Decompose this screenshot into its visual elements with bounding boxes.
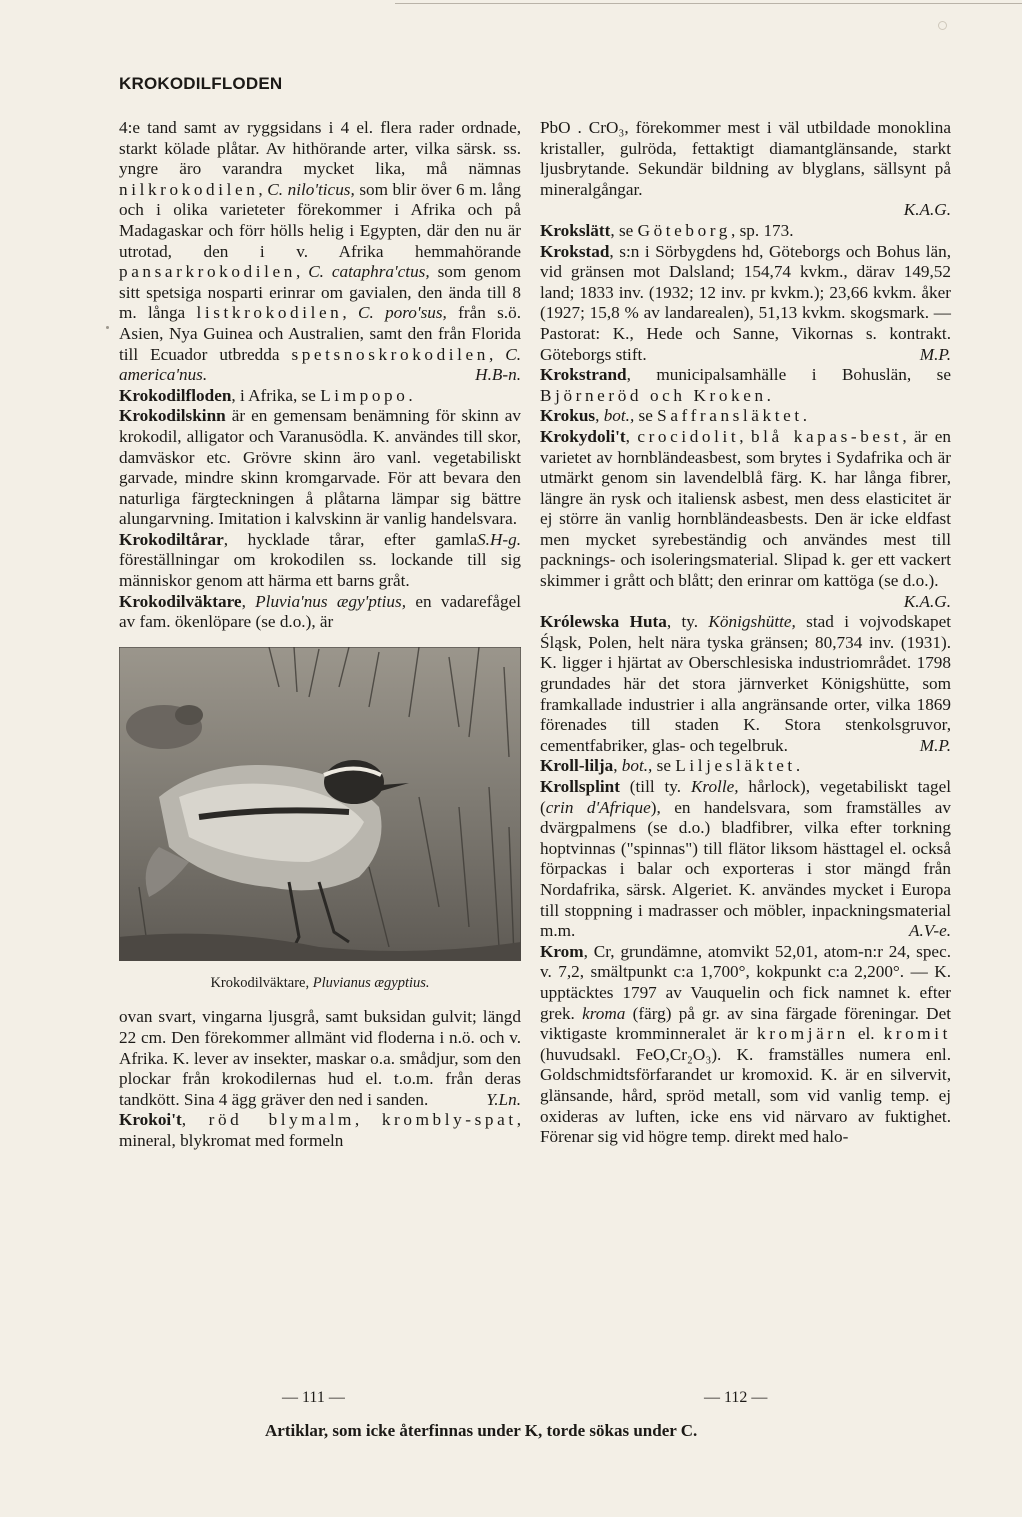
bird-illustration [119,647,521,994]
spaced-term: pansarkrokodilen [119,262,296,282]
entry-krokstrand [540,365,951,406]
entry-krokoit-continued [540,118,951,200]
author-signature: Y.Ln. [486,1089,521,1109]
text: . [408,385,413,405]
author-signature: K.A.G. [903,591,951,611]
entry-headword: Krokstad [540,241,610,261]
text: från s.ö. Asien, Nya Guinea och Australien, samt den från Florida till Ecuador utbredda [119,303,521,364]
spaced-term: spetsnoskrokodilen [291,344,489,364]
latin-name: C. cataphra'ctus, [308,262,430,282]
entry-krokus [540,406,951,427]
text: , i Afrika, se [231,385,321,405]
field-abbrev: bot., [603,406,635,426]
entry-headword: Kroll-lilja [540,756,614,776]
corner-mark [938,21,947,30]
entry-krokodilfloden [119,386,521,407]
author-signature: K.A.G. [903,200,951,220]
text: (till ty. [619,777,691,796]
text: , [258,179,268,199]
field-abbrev: bot., [621,756,653,776]
text: , [295,262,309,282]
entry-headword: Krokslätt [540,220,611,240]
text: , [613,756,622,776]
author-signature: M.P. [919,344,951,364]
text: , ty. [666,612,709,632]
text: , se [610,220,638,240]
figure-caption [119,973,521,994]
top-rule [395,3,1022,4]
entry-headword: Królewska Huta [540,612,667,632]
text: el. [848,1024,884,1044]
text: hårlock), vegetabiliskt tagel ( [540,777,951,817]
latin-name: C. poro'sus, [358,303,447,323]
text: , [595,406,604,426]
text: , hycklade tårar, efter gamla föreställningar om krokodilen ss. lockande till sig människor genom att härma ett barns gråt. [119,529,521,591]
entry-headword: Krom [540,941,584,961]
author-signature: H.B-n. [475,365,521,385]
entry-krokodilvaktare [119,592,521,633]
german-name: Königshütte, [708,612,796,632]
greek-word: kroma [582,1003,626,1023]
entry-headword: Krokydoli't [540,426,626,446]
text: som blir över 6 m. lång och i olika varieteter förekommer i Afrika och på Madagaskar och förr hölls helig i Egypten, där den nu är utrotad, den i v. Afrika hemmahörande [119,179,522,261]
entry-krokodilvaktare-continued [119,1007,521,1110]
entry-headword: Krokus [540,406,596,426]
text: , [488,344,506,364]
text: . [802,406,808,426]
entry-krokydolit [540,427,951,592]
margin-mark [106,326,109,329]
text: är en gemensam benämning för skinn av krokodil, alligator och Varanusödla. K. användes till skor, damväskor etc. Grövre skinn äro vanl. vegetabiliskt garvade, mindre skinn kromgarvade. För att bevara den naturliga färgteckningen å plåtarna lämpar sig bättre alungarvning. Imitation i kalvskinn är vanlig handelsvara. [119,406,521,529]
entry-headword: Krokodilväktare [119,591,242,611]
text: . [766,385,771,405]
cross-reference: Björneröd och Kroken [540,385,767,405]
entry-krokodil-continued [119,118,521,386]
text: , [739,426,751,446]
spaced-term: kromjärn [757,1024,849,1044]
text: (huvudsakl. FeO,Cr₂O₃). K. framställes numera enl. Goldschmidtsförfarandet ur kromoxid. K. är en silvervit, glänsande, hård, spröd metall, som vid vanlig temp. ej oxideras av luften, icke ens vid närvaro av fuktighet. Förenar sig vid högre temp. direkt med halo- [540,1044,951,1147]
spaced-term: kromit [883,1024,952,1044]
left-column [119,118,521,1152]
spaced-term: nilkrokodilen [119,179,259,199]
text: , [625,426,638,446]
entry-headword: Krollsplint [540,777,620,796]
cross-reference: Liljesläktet [675,756,796,776]
text: (färg) på gr. av sina färgade föreningar. Det viktigaste kromminneralet är [540,1003,951,1044]
entry-headword: Krokodilskinn [119,406,226,426]
entry-krokslatt [540,221,951,242]
german-name: Krolle, [690,777,739,796]
caption-latin: Pluvianus ægyptius. [312,974,430,991]
latin-name: C. america'nus. [119,344,522,385]
entry-krolewska-huta [540,612,951,756]
running-title: KROKODILFLODEN [119,74,283,93]
spaced-term: crocidolit [637,426,740,446]
spaced-term: krombly-spat [381,1110,517,1130]
entry-krokstad [540,242,951,366]
footer-note: Artiklar, som icke återfinnas under K, torde sökas under C. [265,1421,698,1440]
entry-headword: Krokodiltårar [119,529,224,549]
cross-reference: Saffransläktet [657,406,803,426]
text: , [241,591,256,611]
text: , sp. 173. [730,220,794,240]
text: , s:n i Sörbygdens hd, Göteborgs och Bohus län, vid gränsen mot Dalsland; 154,74 kvkm., därav 149,52 land; 1833 inv. (1932; 12 inv. pr kvkm.); 23,66 kvkm. åker (1927; 15,8 % av landarealen), 51,13 kvkm. skogsmark. — Pastorat: K., Hede och Sanne, Vikornas s. kontrakt. Göteborgs stift. [540,241,951,364]
entry-headword: Krokodilfloden [119,385,232,405]
page-number-right: — 112 — [704,1389,768,1406]
page-number-left: — 111 — [282,1389,345,1406]
entry-headword: Krokoi't [119,1110,182,1130]
entry-krollsplint [540,777,951,942]
text: , Cr, grundämne, atomvikt 52,01, atom-n:r 24, spec. v. 7,2, smältpunkt c:a 1,700°, kokpunkt c:a 2,200°. — K. upptäcktes 1797 av Vauquelin och fick namnet k. efter grek. [540,941,951,1023]
text: , mineral, blykromat med formeln [119,1110,522,1150]
spaced-term: röd blymalm [208,1110,355,1130]
text: , är en varietet av hornbländeasbest, som brytes i Sydafrika och är utmärkt genom sin lavendelblå färg. K. har långa fibrer, längre än rysk och italiensk asbest, men dess elasticitet är ej större än vanlig hornbländeasbests. Den är icke eldfast men mycket syrebeständig och användes mest till packnings- och isoleringsmaterial. Slipad k. ger ett vackert skimmer i grått och blått; den erinrar om kattöga (se d.o.). [540,426,952,591]
french-name: crin d'Afrique [545,797,651,817]
cross-reference: Limpopo [320,385,409,405]
author-signature: M.P. [919,735,951,755]
text: , [354,1110,382,1130]
text: ovan svart, vingarna ljusgrå, samt buksidan gulvit; längd 22 cm. Den förekommer allmänt vid floderna i n.ö. och v. Afrika. K. lever av insekter, maskar o.a. smådjur, som den plockar från krokodilernas hud el. t.o.m. från deras tandkött. Sina 4 ägg gräver den ned i sanden. [119,1007,521,1109]
text: PbO . CrO₃, förekommer mest i väl utbildade monoklina kristaller, gulröda, fettaktigt diamantglänsande, starkt ljusbrytande. Sekundär bildning av blyglans, sällsynt på mineralgångar. [540,118,951,199]
cross-reference: Göteborg [637,220,731,240]
text: en vadarefågel av fam. ökenlöpare (se d.o.), är [119,591,521,632]
entry-krom [540,942,951,1148]
text: , [181,1110,209,1130]
entry-krokodiltarar [119,530,521,592]
spaced-term: blå kapas-best [750,426,903,446]
text: som genom sitt spetsiga nosparti erinrar om gavialen, den ända till 8 m. långa [119,262,522,323]
text: stad i vojvodskapet Śląsk, Polen, helt nära tyska gränsen; 80,734 inv. (1931). K. ligger i hjärtat av Oberschlesiska industriområdet. 1798 grundades här det stora järnverket Königshütte, som framkallade industrier i alla angränsande orter, vilka 1869 förenades till staden K. Stora stenkolsgruvor, cementfabriker, glas- och tegelbruk. [540,612,951,755]
spaced-term: listkrokodilen [196,303,343,323]
text: se [652,756,676,776]
text: 4:e tand samt av ryggsidans i 4 el. flera rader ordnade, starkt kölade plåtar. Av hithörande arter, vilka särsk. ss. yngre äro varandra mycket lika, må nämnas [119,118,521,179]
right-column [540,118,951,1148]
entry-krokoit [119,1110,521,1151]
plover-bird-image [119,647,521,961]
text: , [342,303,358,323]
text: se [634,406,658,426]
entry-headword: Krokstrand [540,365,627,385]
text: . [795,756,801,776]
author-signature: S.H-g. [477,529,521,549]
latin-name: C. nilo'ticus, [267,179,355,199]
text: , municipalsamhälle i Bohuslän, se [626,365,951,385]
author-signature: A.V-e. [909,921,951,941]
latin-name: Pluvia'nus ægy'ptius, [255,591,406,611]
entry-kroll-lilja [540,756,951,777]
text: ), en handelsvara, som framställes av dvärgpalmens (se d.o.) bladfibrer, vilka efter torkning hoptvinnas ("spinnas") till flätor liksom hästtagel el. också förpackas i balar och exporteras i stor mängd från Nordafrika, särsk. Algeriet. K. användes mycket i Europa till stoppning i madrasser och möbler, inpackningsmaterial m.m. [540,797,951,941]
caption-text: Krokodilväktare, [210,974,313,991]
